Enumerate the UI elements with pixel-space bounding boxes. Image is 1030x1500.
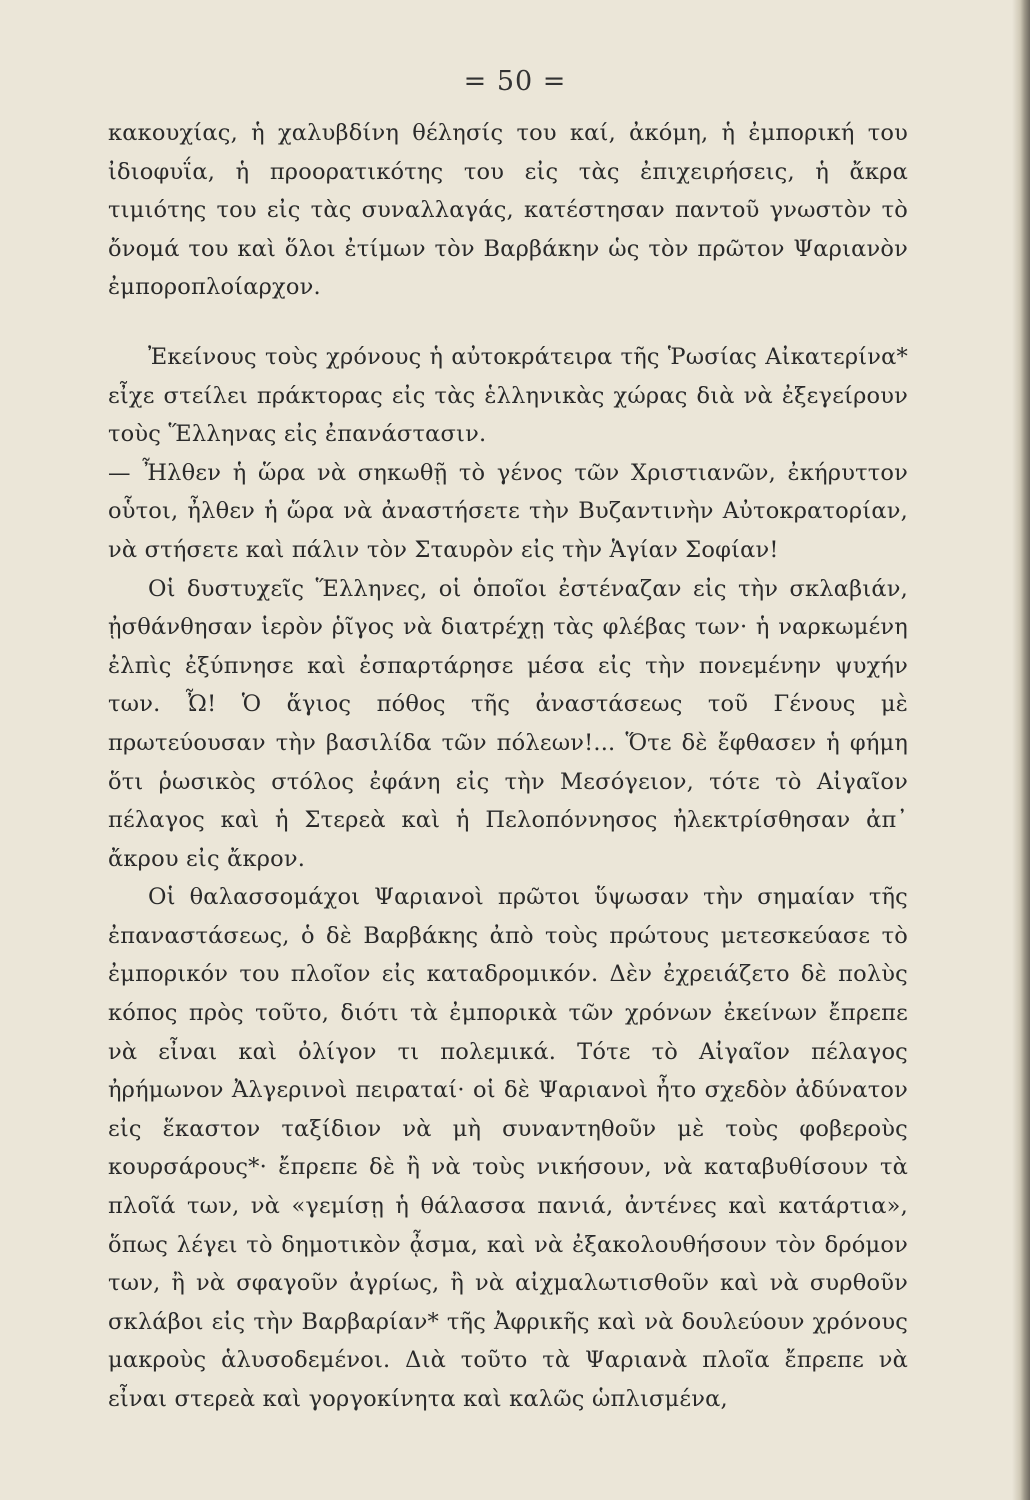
paragraph-5: Οἱ θαλασσομάχοι Ψαριανοὶ πρῶτοι ὕψωσαν τὴν σημαίαν τῆς ἐπαναστάσεως, ὁ δὲ Βαρβάκης ἀπὸ τοὺς πρώτους μετεσκεύασε τὸ ἐμπορικόν του πλοῖον εἰς καταδρομικόν. Δὲν ἐχρειάζετο δὲ πολὺς κόπος πρὸς τοῦτο, διότι τὰ ἐμπορικὰ τῶν χρόνων ἐκείνων ἔπρεπε νὰ εἶναι καὶ ὀλίγον τι πολεμικά. Τότε τὸ Αἰγαῖον πέλαγος ἠρήμωνον Ἀλγερινοὶ πειραταί· οἱ δὲ Ψαριανοὶ ἦτο σχεδὸν ἀδύνατον εἰς ἕκαστον ταξίδιον νὰ μὴ συναντηθοῦν μὲ τοὺς φοβεροὺς κουρσάρους*· ἔπρεπε δὲ ἢ νὰ τοὺς νικήσουν, νὰ καταβυθίσουν τὰ πλοῖά των, νὰ «γεμίσῃ ἡ θάλασσα πανιά, ἀντένες καὶ κατάρτια», ὅπως λέγει τὸ δημοτικὸν ᾆσμα, καὶ νὰ ἐξακολουθήσουν τὸν δρόμον των, ἢ νὰ σφαγοῦν ἀγρίως, ἢ νὰ αἰχμαλωτισθοῦν καὶ νὰ συρθοῦν σκλάβοι εἰς τὴν Βαρβαρίαν* τῆς Ἀφρικῆς καὶ νὰ δουλεύουν χρόνους μακροὺς ἁλυσοδεμένοι. Διὰ τοῦτο τὰ Ψαριανὰ πλοῖα ἔπρεπε νὰ εἶναι στερεὰ καὶ γοργοκίνητα καὶ καλῶς ὡπλισμένα, [108,884,908,1412]
page-edge-shadow [1012,0,1030,1500]
paragraph-3: — Ἦλθεν ἡ ὥρα νὰ σηκωθῇ τὸ γένος τῶν Χριστιανῶν, ἐκήρυττον οὗτοι, ἦλθεν ἡ ὥρα νὰ ἀναστήσετε τὴν Βυζαντινὴν Αὐτοκρατορίαν, νὰ στήσετε καὶ πάλιν τὸν Σταυρὸν εἰς τὴν Ἁγίαν Σοφίαν! [108,459,908,563]
paragraph-4: Οἱ δυστυχεῖς Ἕλληνες, οἱ ὁποῖοι ἐστέναζαν εἰς τὴν σκλαβιάν, ᾐσθάνθησαν ἱερὸν ῥῖγος νὰ διατρέχῃ τὰς φλέβας των· ἡ ναρκωμένη ἐλπὶς ἐξύπνησε καὶ ἐσπαρτάρησε μέσα εἰς τὴν πονεμένην ψυχήν των. Ὦ! Ὁ ἅγιος πόθος τῆς ἀναστάσεως τοῦ Γένους μὲ πρωτεύουσαν τὴν βασιλίδα τῶν πόλεων!... Ὅτε δὲ ἔφθασεν ἡ φήμη ὅτι ῥωσικὸς στόλος ἐφάνη εἰς τὴν Μεσόγειον, τότε τὸ Αἰγαῖον πέλαγος καὶ ἡ Στερεὰ καὶ ἡ Πελοπόννησος ἠλεκτρίσθησαν ἀπ᾽ ἄκρου εἰς ἄκρον. [108,575,908,872]
page-number: = 50 = [463,66,567,97]
paragraph-2: Ἐκείνους τοὺς χρόνους ἡ αὐτοκράτειρα τῆς Ῥωσίας Αἰκατερίνα* εἶχε στείλει πράκτορας εἰς τὰς ἑλληνικὰς χώρας διὰ νὰ ἐξεγείρουν τοὺς Ἕλληνας εἰς ἐπανάστασιν. [108,343,908,448]
body-text [108,114,908,1419]
paragraph-1: κακουχίας, ἡ χαλυβδίνη θέλησίς του καί, ἀκόμη, ἡ ἐμπορική του ἰδιοφυΐα, ἡ προορατικότης του εἰς τὰς ἐπιχειρήσεις, ἡ ἄκρα τιμιότης του εἰς τὰς συναλλαγάς, κατέστησαν παντοῦ γνωστὸν τὸ ὄνομά του καὶ ὅλοι ἐτίμων τὸν Βαρβάκην ὡς τὸν πρῶτον Ψαριανὸν ἐμποροπλοίαρχον. [108,120,908,301]
